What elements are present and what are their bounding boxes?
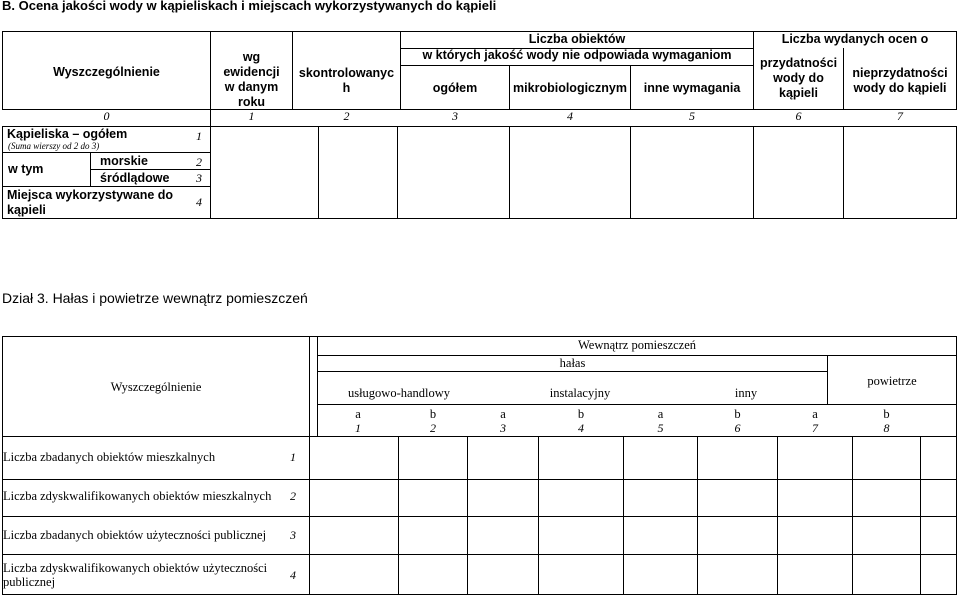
- t1-row-srodladowe: śródlądowe: [100, 171, 170, 185]
- t2-colnum-2: 2: [430, 421, 436, 435]
- t2-row-4-label: Liczba zdyskwalifikowanych obiektów użyteczności publicznej: [3, 561, 268, 589]
- t1-row-w-tym: w tym: [8, 162, 44, 176]
- t1-col-ogolem: ogółem: [432, 81, 478, 95]
- t2-sub-letter-5: a: [657, 407, 664, 421]
- t1-colnum-6: 6: [795, 109, 802, 123]
- t2-sub-letter-1: a: [355, 407, 361, 421]
- t1-row-num-3: 3: [196, 171, 202, 185]
- t2-row-1-num: 1: [290, 450, 296, 464]
- t2-row-3-label: Liczba zbadanych obiektów użyteczności publicznej: [3, 528, 267, 542]
- t1-group-liczba-obiektow: Liczba obiektów: [528, 32, 626, 46]
- t2-colnum-4: 4: [578, 421, 584, 435]
- t2-sub-letter-6: b: [734, 407, 741, 421]
- t2-colnum-1: 1: [355, 421, 361, 435]
- t1-colnum-1: 1: [248, 109, 255, 123]
- t1-colnum-4: 4: [567, 109, 573, 123]
- t2-group-wewnatrz: Wewnątrz pomieszczeń: [577, 338, 697, 352]
- section-b-heading: B. Ocena jakości wody w kąpieliskach i miejscach wykorzystywanych do kąpieli: [2, 0, 497, 13]
- t2-col-inny: inny: [734, 386, 758, 400]
- t1-col-inne: inne wymagania: [643, 81, 741, 95]
- t1-row-kapieliska-note: (Suma wierszy od 2 do 3): [8, 141, 100, 151]
- t1-group-liczba-ocen: Liczba wydanych ocen o: [781, 32, 929, 46]
- t1-colnum-2: 2: [343, 109, 350, 123]
- t1-group-w-ktorych: w których jakość wody nie odpowiada wymaganiom: [422, 48, 732, 62]
- t2-sub-letter-2: b: [429, 407, 437, 421]
- t1-row-morskie: morskie: [100, 154, 148, 168]
- t1-colnum-7: 7: [897, 109, 903, 123]
- t1-row-num-4: 4: [196, 195, 202, 209]
- t1-row-miejsca: Miejsca wykorzystywane do kąpieli: [7, 188, 174, 217]
- t2-sub-letter-3: a: [500, 407, 506, 421]
- t1-colnum-0: 0: [103, 109, 110, 123]
- t1-row-num-2: 2: [196, 155, 202, 169]
- t2-row-2-num: 2: [290, 489, 296, 503]
- t2-col-wyszczegolnienie: Wyszczególnienie: [110, 380, 202, 394]
- t2-colnum-7: 7: [812, 421, 818, 435]
- t2-col-instalacyjny: instalacyjny: [549, 386, 611, 400]
- t2-sub-letter-8: b: [883, 407, 890, 421]
- t2-col-uslugowo: usługowo-handlowy: [347, 386, 451, 400]
- t2-sub-letter-4: b: [577, 407, 585, 421]
- t2-row-2-label: Liczba zdyskwalifikowanych obiektów mieszkalnych: [3, 489, 272, 503]
- t2-group-halas: hałas: [559, 356, 586, 370]
- t1-colnum-3: 3: [452, 109, 458, 123]
- t2-row-1-label: Liczba zbadanych obiektów mieszkalnych: [3, 450, 216, 464]
- t1-col-wg-ewidencji: wg ewidencji w danym roku: [223, 50, 280, 109]
- t1-col-nieprzydatnosci: nieprzydatności wody do kąpieli: [852, 66, 948, 95]
- section-3-title: Dział 3. Hałas i powietrze wewnątrz pomieszczeń: [2, 290, 308, 306]
- t1-col-przydatnosci: przydatności wody do kąpieli: [759, 56, 838, 100]
- t1-colnum-5: 5: [689, 109, 695, 123]
- t2-colnum-5: 5: [657, 421, 664, 435]
- t2-sub-letter-7: a: [812, 407, 818, 421]
- t2-row-4-num: 4: [290, 568, 296, 582]
- t1-row-kapieliska: Kąpieliska – ogółem: [7, 127, 128, 141]
- t2-col-powietrze: powietrze: [867, 374, 917, 388]
- t2-colnum-3: 3: [500, 421, 506, 435]
- t2-colnum-8: 8: [883, 421, 890, 435]
- t2-row-3-num: 3: [290, 528, 296, 542]
- t1-col-skontrolowane: skontrolowanyc h: [298, 66, 395, 95]
- t2-colnum-6: 6: [734, 421, 741, 435]
- t1-col-wyszczegolnienie: Wyszczególnienie: [53, 65, 160, 79]
- t1-row-num-1: 1: [196, 129, 202, 143]
- t1-col-mikrobiologicznym: mikrobiologicznym: [513, 81, 627, 95]
